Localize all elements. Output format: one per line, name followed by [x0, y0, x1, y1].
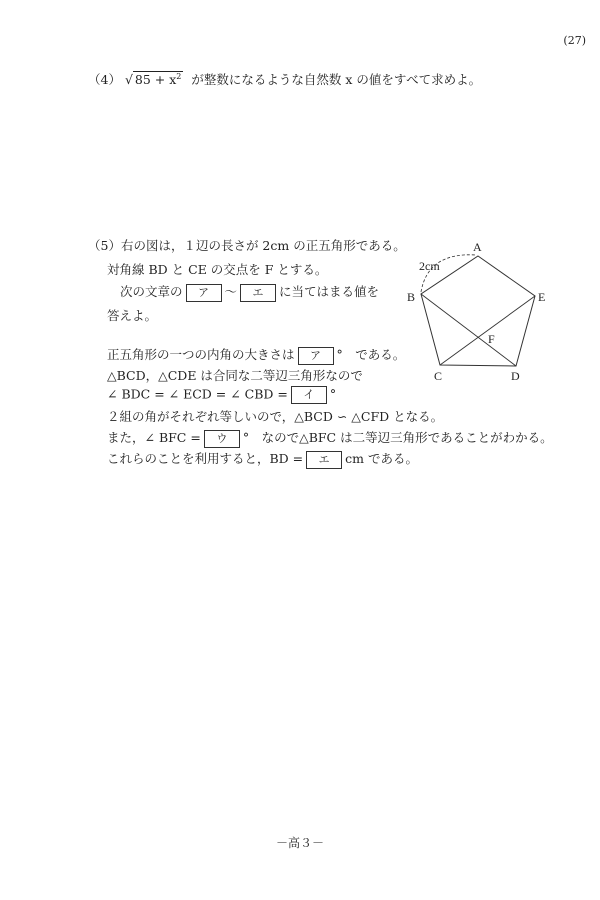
text: に当てはまる値を: [279, 284, 380, 299]
question-number: （4）: [88, 72, 121, 87]
label-d: D: [511, 369, 520, 383]
text: これらのことを利用すると，BD =: [107, 451, 304, 466]
label-c: C: [434, 369, 443, 383]
statement-2: △BCD，△CDE は合同な二等辺三角形なので: [107, 368, 363, 383]
answer-box-e: エ: [306, 451, 342, 469]
question-number: （5）: [88, 238, 121, 253]
exponent: 2: [176, 71, 182, 81]
label-b: B: [407, 290, 416, 304]
text: また，∠ BFC =: [107, 430, 201, 445]
answer-box-a: ア: [186, 284, 222, 302]
radical-sign: √: [124, 72, 133, 87]
answer-box-i: イ: [291, 386, 327, 404]
answer-box-e: エ: [240, 284, 276, 302]
diagonal-ce: [440, 296, 535, 365]
text: ° なので△BFC は二等辺三角形であることがわかる。: [242, 430, 553, 445]
question-text: が整数になるような自然数 x の値をすべて求めよ。: [191, 72, 482, 87]
text: ∠ BDC = ∠ ECD = ∠ CBD =: [107, 386, 288, 402]
side-length-label: 2cm: [419, 259, 440, 273]
label-a: A: [473, 240, 482, 254]
text: ° である。: [336, 347, 406, 362]
text: cm である。: [345, 451, 418, 466]
answer-box-a: ア: [298, 347, 334, 365]
text: 次の文章の: [120, 284, 183, 299]
text: °: [329, 386, 337, 402]
radicand-text: 85 + x: [134, 72, 177, 87]
page-number: (27): [563, 34, 586, 47]
q5-line1: 右の図は，１辺の長さが 2cm の正五角形である。: [120, 238, 406, 253]
answer-box-u: ウ: [204, 430, 240, 448]
label-e: E: [538, 290, 546, 304]
text: 正五角形の一つの内角の大きさは: [107, 347, 295, 362]
page-footer: －高３－: [275, 836, 324, 850]
statement-5: [107, 428, 553, 448]
label-f: F: [488, 332, 495, 346]
statement-4: ２組の角がそれぞれ等しいので，△BCD ∽ △CFD となる。: [107, 409, 444, 424]
pentagon-figure: [0, 0, 600, 400]
statement-6: [107, 449, 418, 469]
text: ～: [224, 284, 238, 299]
q5-line4: 答えよ。: [107, 308, 158, 323]
diagonal-bd: [421, 294, 516, 366]
q5-line2: 対角線 BD と CE の交点を F とする。: [107, 262, 328, 277]
